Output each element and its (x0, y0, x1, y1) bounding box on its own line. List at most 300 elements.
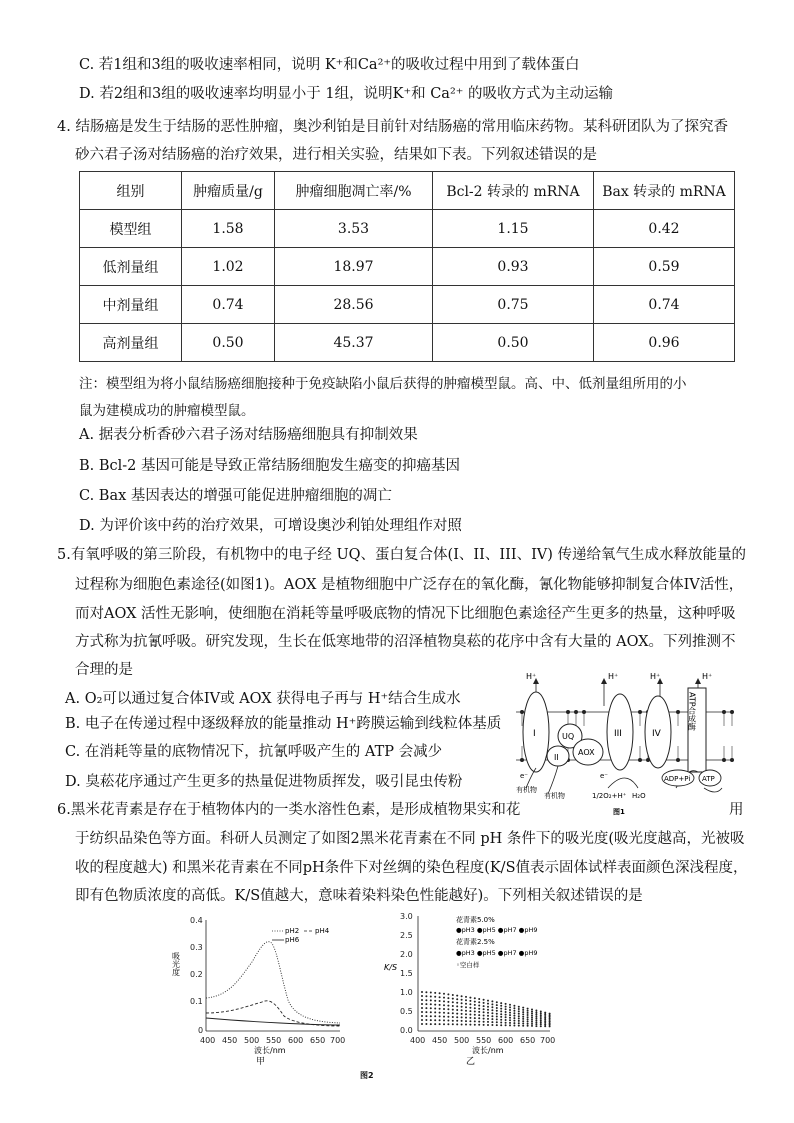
scatter-point (465, 1017, 467, 1019)
x-tick-label: 450 (222, 1036, 238, 1045)
table-row (80, 210, 735, 248)
scatter-point (509, 1004, 511, 1006)
adp-label: ADP+Pi (664, 775, 691, 783)
scatter-point (518, 1022, 520, 1024)
scatter-point (527, 1016, 529, 1018)
legend-ph4: pH4 (315, 927, 330, 935)
scatter-point (447, 1023, 449, 1025)
scatter-point (505, 1014, 507, 1016)
scatter-point (474, 1004, 476, 1006)
scatter-point (522, 1023, 524, 1025)
scatter-point (434, 1011, 436, 1013)
scatter-point (527, 1018, 529, 1020)
table-header-cell: Bcl-2 转录的 mRNA (433, 172, 594, 210)
table-cell: 0.50 (182, 324, 275, 362)
scatter-point (509, 1012, 511, 1014)
scatter-point (456, 1002, 458, 1004)
q5-stem-line1: 5.有氧呼吸的第三阶段，有机物中的电子经 UQ、蛋白复合体(I、II、III、IV) 传递给氧气生成水释放能量的 (57, 547, 747, 563)
scatter-point (544, 1020, 546, 1022)
scatter-point (518, 1020, 520, 1022)
q4-results-table (79, 171, 735, 362)
scatter-point (505, 1003, 507, 1005)
scatter-point (434, 996, 436, 998)
scatter-point (491, 1003, 493, 1005)
y-tick-label: 2.0 (400, 950, 413, 959)
scatter-point (430, 1015, 432, 1017)
table-cell: 1.15 (433, 210, 594, 248)
scatter-point (505, 1022, 507, 1024)
scatter-point (434, 1004, 436, 1006)
scatter-point (465, 1010, 467, 1012)
scatter-point (434, 1023, 436, 1025)
x-tick-label: 500 (244, 1036, 260, 1045)
scatter-point (434, 1008, 436, 1010)
scatter-point (439, 1019, 441, 1021)
scatter-point (496, 1010, 498, 1012)
legend-title-5pct: 花青素5.0% (456, 916, 495, 924)
q4-option-b: B. Bcl-2 基因可能是导致正常结肠细胞发生癌变的抑癌基因 (79, 458, 461, 474)
scatter-point (425, 1007, 427, 1009)
scatter-point (447, 1001, 449, 1003)
atp-synthase-label: ATP合成酶 (687, 692, 697, 731)
scatter-point (447, 1020, 449, 1022)
table-header-cell: Bax 转录的 mRNA (594, 172, 735, 210)
scatter-point (425, 1019, 427, 1021)
q5-stem-line2: 过程称为细胞色素途径(如图1)。AOX 是植物细胞中广泛存在的氧化酶，氰化物能够抑制复合体IV活性， (75, 577, 744, 593)
scatter-point (425, 1011, 427, 1013)
scatter-point (522, 1013, 524, 1015)
scatter-point (509, 1017, 511, 1019)
y-tick-label: 2.5 (400, 931, 413, 940)
scatter-point (496, 1024, 498, 1026)
scatter-point (518, 1018, 520, 1020)
scatter-point (487, 1003, 489, 1005)
y-tick-label: 0.5 (400, 1007, 413, 1016)
table-cell: 中剂量组 (80, 286, 182, 324)
scatter-point (461, 1006, 463, 1008)
scatter-point (513, 1022, 515, 1024)
table-header-row (80, 172, 735, 210)
x-tick-label: 600 (498, 1036, 514, 1045)
scatter-point (452, 1005, 454, 1007)
x-tick-label: 700 (330, 1036, 346, 1045)
y-tick-label: 0.0 (400, 1026, 413, 1035)
q3-option-c: C. 若1组和3组的吸收速率相同，说明 K⁺和Ca²⁺的吸收过程中用到了载体蛋白 (79, 57, 580, 73)
scatter-point (439, 1000, 441, 1002)
scatter-point (478, 1005, 480, 1007)
q4-option-d: D. 为评价该中药的治疗效果，可增设奥沙利铂处理组作对照 (79, 518, 462, 534)
scatter-point (461, 999, 463, 1001)
scatter-point (461, 995, 463, 997)
organic-matter-label: 有机物 (516, 786, 537, 794)
scatter-point (513, 1005, 515, 1007)
scatter-point (513, 1010, 515, 1012)
scatter-point (439, 1008, 441, 1010)
scatter-point (478, 1017, 480, 1019)
scatter-point (544, 1025, 546, 1027)
scatter-point (465, 1020, 467, 1022)
scatter-point (443, 1016, 445, 1018)
scatter-point (531, 1009, 533, 1011)
q5-option-d: D. 臭菘花序通过产生更多的热量促进物质挥发，吸引昆虫传粉 (65, 774, 463, 790)
table-cell: 0.74 (182, 286, 275, 324)
scatter-point (535, 1012, 537, 1014)
scatter-point (496, 1004, 498, 1006)
scatter-point (430, 1007, 432, 1009)
y-tick-label: 0.2 (190, 970, 203, 979)
chart-caption: 乙 (466, 1057, 476, 1067)
scatter-point (531, 1013, 533, 1015)
scatter-point (549, 1025, 551, 1027)
scatter-point (535, 1017, 537, 1019)
table-row (80, 248, 735, 286)
scatter-point (513, 1007, 515, 1009)
scatter-point (527, 1010, 529, 1012)
scatter-point (483, 1018, 485, 1020)
scatter-point (465, 1003, 467, 1005)
scatter-point (500, 1002, 502, 1004)
scatter-point (496, 1013, 498, 1015)
scatter-point (535, 1019, 537, 1021)
scatter-point (465, 1006, 467, 1008)
scatter-point (425, 1015, 427, 1017)
scatter-point (456, 1005, 458, 1007)
scatter-point (461, 1016, 463, 1018)
scatter-point (421, 1015, 423, 1017)
uq-label: UQ (562, 732, 575, 741)
scatter-point (544, 1024, 546, 1026)
scatter-point (513, 1017, 515, 1019)
scatter-point (496, 1007, 498, 1009)
scatter-point (461, 1009, 463, 1011)
q6-stem-line1: 6.黑米花青素是存在于植物体内的一类水溶性色素，是形成植物果实和花 (57, 802, 521, 818)
scatter-point (483, 999, 485, 1001)
scatter-point (522, 1025, 524, 1027)
scatter-point (487, 1021, 489, 1023)
scatter-point (461, 1024, 463, 1026)
scatter-point (483, 1021, 485, 1023)
scatter-point (483, 1002, 485, 1004)
table-cell: 0.59 (594, 248, 735, 286)
scatter-point (421, 1019, 423, 1021)
scatter-point (527, 1012, 529, 1014)
scatter-point (500, 1016, 502, 1018)
scatter-point (505, 1019, 507, 1021)
scatter-point (505, 1008, 507, 1010)
scatter-point (430, 1019, 432, 1021)
scatter-point (513, 1012, 515, 1014)
scatter-point (421, 1023, 423, 1025)
scatter-point (425, 1003, 427, 1005)
table-header-cell: 组别 (80, 172, 182, 210)
scatter-point (535, 1021, 537, 1023)
scatter-point (509, 1009, 511, 1011)
scatter-point (483, 1024, 485, 1026)
complex-i-label: I (533, 729, 536, 739)
figure2-yi-chart (380, 912, 570, 1067)
scatter-point (461, 1002, 463, 1004)
scatter-point (456, 1013, 458, 1015)
scatter-point (509, 1022, 511, 1024)
x-tick-label: 400 (200, 1036, 216, 1045)
table-cell: 高剂量组 (80, 324, 182, 362)
scatter-point (491, 1012, 493, 1014)
table-cell: 0.50 (433, 324, 594, 362)
scatter-point (469, 1017, 471, 1019)
scatter-point (465, 1013, 467, 1015)
scatter-point (434, 1019, 436, 1021)
x-tick-label: 700 (540, 1036, 556, 1045)
scatter-point (509, 1014, 511, 1016)
scatter-point (513, 1020, 515, 1022)
scatter-point (527, 1025, 529, 1027)
scatter-point (434, 1015, 436, 1017)
scatter-point (487, 1024, 489, 1026)
scatter-point (491, 1018, 493, 1020)
table-cell: 28.56 (275, 286, 433, 324)
scatter-point (452, 1016, 454, 1018)
scatter-point (518, 1025, 520, 1027)
scatter-point (443, 1012, 445, 1014)
scatter-point (447, 1016, 449, 1018)
hplus-label: H⁺ (608, 672, 619, 681)
scatter-point (452, 1009, 454, 1011)
scatter-point (500, 1022, 502, 1024)
scatter-point (452, 1020, 454, 1022)
aox-label: AOX (578, 748, 595, 757)
y-tick-label: 1.5 (400, 969, 413, 978)
atp-label: ATP (702, 775, 715, 783)
x-tick-label: 500 (454, 1036, 470, 1045)
table-cell: 18.97 (275, 248, 433, 286)
scatter-point (443, 1004, 445, 1006)
scatter-point (456, 998, 458, 1000)
scatter-point (509, 1024, 511, 1026)
q4-stem-line2: 砂六君子汤对结肠癌的治疗效果，进行相关实验，结果如下表。下列叙述错误的是 (75, 147, 597, 163)
table-cell: 45.37 (275, 324, 433, 362)
scatter-point (456, 1016, 458, 1018)
scatter-point (487, 1012, 489, 1014)
scatter-point (535, 1015, 537, 1017)
scatter-point (496, 1001, 498, 1003)
scatter-point (439, 1012, 441, 1014)
scatter-point (500, 1013, 502, 1015)
organic-matter-label: 有机物 (544, 792, 565, 800)
table-cell: 0.75 (433, 286, 594, 324)
q4-option-c: C. Bax 基因表达的增强可能促进肿瘤细胞的凋亡 (79, 488, 392, 504)
scatter-point (483, 1008, 485, 1010)
figure1-caption: 图1 (613, 808, 625, 816)
scatter-point (487, 1015, 489, 1017)
figure2-caption: 图2 (360, 1071, 374, 1080)
scatter-point (540, 1025, 542, 1027)
scatter-point (496, 1018, 498, 1020)
scatter-point (540, 1016, 542, 1018)
hplus-label: H⁺ (650, 672, 661, 681)
scatter-point (531, 1017, 533, 1019)
complex-iii-label: III (614, 729, 622, 739)
scatter-point (421, 999, 423, 1001)
scatter-point (443, 1019, 445, 1021)
scatter-point (491, 1015, 493, 1017)
electron-label: e⁻ (600, 772, 609, 780)
scatter-point (531, 1019, 533, 1021)
scatter-point (452, 998, 454, 1000)
scatter-point (509, 1006, 511, 1008)
scatter-point (447, 1012, 449, 1014)
scatter-point (439, 1023, 441, 1025)
y-tick-label: 1.0 (400, 988, 413, 997)
legend-blank-sample: ◦空白样 (456, 961, 480, 969)
q5-option-c: C. 在消耗等量的底物情况下，抗氰呼吸产生的 ATP 会减少 (65, 744, 443, 760)
scatter-point (452, 1023, 454, 1025)
scatter-point (527, 1021, 529, 1023)
scatter-point (456, 1023, 458, 1025)
scatter-series-group (421, 991, 551, 1027)
scatter-point (452, 1012, 454, 1014)
scatter-point (522, 1020, 524, 1022)
scatter-point (456, 1009, 458, 1011)
scatter-point (474, 1007, 476, 1009)
scatter-point (465, 999, 467, 1001)
scatter-point (443, 1000, 445, 1002)
table-header-cell: 肿瘤细胞凋亡率/% (275, 172, 433, 210)
scatter-point (430, 1023, 432, 1025)
y-tick-label: 3.0 (400, 912, 413, 921)
scatter-point (531, 1023, 533, 1025)
complex-ii-label: II (554, 753, 559, 762)
legend-row-5pct: ●pH3 ●pH5 ●pH7 ●pH9 (456, 926, 538, 934)
series-line-ph2 (206, 942, 340, 1023)
scatter-point (513, 1025, 515, 1027)
scatter-point (535, 1013, 537, 1015)
table-cell: 0.74 (594, 286, 735, 324)
scatter-point (491, 1000, 493, 1002)
scatter-point (474, 1020, 476, 1022)
y-axis-label: K/S (384, 963, 398, 972)
scatter-point (469, 1024, 471, 1026)
y-tick-label: 0.1 (190, 997, 203, 1006)
scatter-point (443, 997, 445, 999)
q4-note-line1: 注：模型组为将小鼠结肠癌细胞接种于免疫缺陷小鼠后获得的肿瘤模型鼠。高、中、低剂量组所用的小 (79, 376, 687, 392)
scatter-point (425, 999, 427, 1001)
scatter-point (522, 1018, 524, 1020)
x-axis-label: 波长/nm (254, 1046, 286, 1055)
scatter-point (474, 1001, 476, 1003)
scatter-point (487, 1000, 489, 1002)
scatter-point (469, 1010, 471, 1012)
scatter-point (522, 1011, 524, 1013)
scatter-point (474, 1024, 476, 1026)
scatter-point (478, 1008, 480, 1010)
scatter-point (496, 1021, 498, 1023)
scatter-point (505, 1011, 507, 1013)
x-tick-label: 450 (432, 1036, 448, 1045)
scatter-point (425, 995, 427, 997)
scatter-point (447, 997, 449, 999)
scatter-point (540, 1020, 542, 1022)
scatter-point (439, 992, 441, 994)
q5-option-a: A. O₂可以通过复合体IV或 AOX 获得电子再与 H⁺结合生成水 (65, 691, 461, 707)
electron-label: e⁻ (520, 772, 529, 780)
scatter-point (421, 1011, 423, 1013)
scatter-point (491, 1021, 493, 1023)
table-row (80, 324, 735, 362)
x-axis-label: 波长/nm (472, 1046, 504, 1055)
x-tick-label: 400 (410, 1036, 426, 1045)
q4-note-line2: 鼠为建模成功的肿瘤模型鼠。 (79, 403, 255, 419)
scatter-point (447, 1005, 449, 1007)
x-tick-label: 650 (310, 1036, 326, 1045)
scatter-point (487, 1018, 489, 1020)
scatter-point (522, 1007, 524, 1009)
complex-i-shape (523, 692, 549, 772)
scatter-point (478, 1024, 480, 1026)
scatter-point (518, 1013, 520, 1015)
table-cell: 低剂量组 (80, 248, 182, 286)
scatter-point (469, 997, 471, 999)
scatter-point (447, 1008, 449, 1010)
q6-stem-line1-end: 用 (729, 802, 744, 818)
legend-ph6: pH6 (285, 936, 300, 944)
scatter-point (478, 1001, 480, 1003)
scatter-point (434, 992, 436, 994)
scatter-point (434, 1000, 436, 1002)
scatter-point (540, 1012, 542, 1014)
scatter-point (487, 1009, 489, 1011)
scatter-point (518, 1008, 520, 1010)
y-tick-label: 0.4 (190, 916, 203, 925)
scatter-point (478, 998, 480, 1000)
scatter-point (522, 1009, 524, 1011)
table-cell: 1.58 (182, 210, 275, 248)
scatter-point (483, 1011, 485, 1013)
scatter-point (443, 993, 445, 995)
scatter-point (474, 997, 476, 999)
scatter-point (540, 1022, 542, 1024)
q5-option-b: B. 电子在传递过程中逐级释放的能量推动 H⁺跨膜运输到线粒体基质 (65, 716, 502, 732)
scatter-point (500, 1019, 502, 1021)
scatter-point (544, 1012, 546, 1014)
scatter-point (540, 1011, 542, 1013)
scatter-point (469, 1003, 471, 1005)
scatter-point (421, 1003, 423, 1005)
complex-iv-label: IV (652, 729, 661, 739)
x-tick-label: 650 (520, 1036, 536, 1045)
scatter-point (540, 1014, 542, 1016)
legend-ph2: pH2 (285, 927, 300, 935)
scatter-point (535, 1010, 537, 1012)
scatter-point (469, 1020, 471, 1022)
figure2-jia-chart (170, 912, 350, 1067)
scatter-point (461, 1020, 463, 1022)
table-cell: 3.53 (275, 210, 433, 248)
q5-stem-line5: 合理的是 (75, 662, 133, 678)
x-tick-label: 600 (288, 1036, 304, 1045)
scatter-point (456, 1020, 458, 1022)
scatter-point (505, 1006, 507, 1008)
scatter-point (421, 995, 423, 997)
q6-stem-line3: 收的程度越大) 和黑米花青素在不同pH条件下对丝绸的染色程度(K/S值表示固体试样表面颜色深浅程度， (75, 860, 748, 876)
figure1-membrane-diagram (508, 670, 742, 820)
hplus-label: H⁺ (526, 672, 537, 681)
table-cell: 0.96 (594, 324, 735, 362)
scatter-point (500, 1005, 502, 1007)
scatter-point (474, 1014, 476, 1016)
scatter-point (439, 1015, 441, 1017)
scatter-point (509, 1019, 511, 1021)
table-cell: 0.42 (594, 210, 735, 248)
